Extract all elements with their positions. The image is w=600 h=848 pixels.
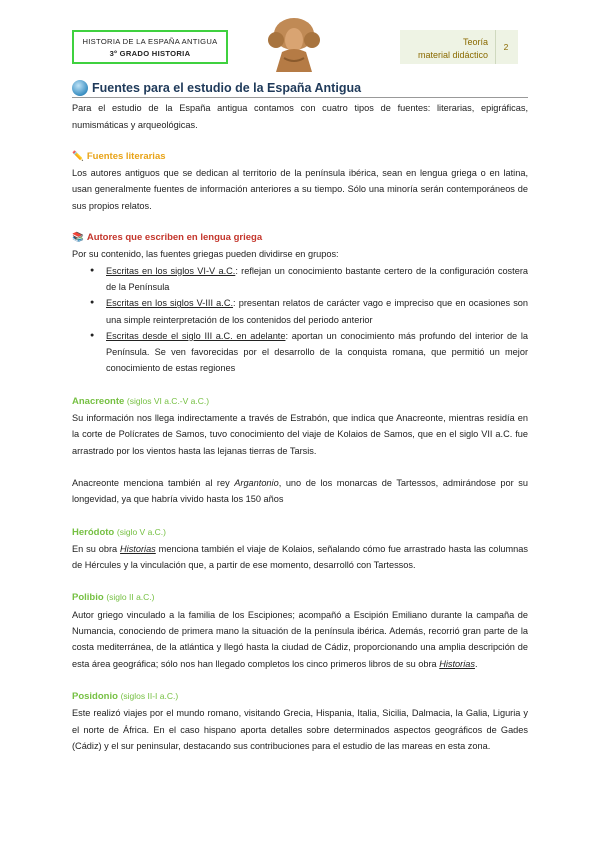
pencil-icon: ✏️ — [72, 150, 84, 162]
list-item: ● Escritas desde el siglo III a.C. en adelante: aportan un conocimiento más profundo del interior de la Península. Se ven favorecidas por el desarrollo de la conquista romana, que permitió un mejor conocimiento de estas regiones — [92, 328, 528, 377]
page-content — [72, 80, 528, 754]
list-item: ● Escritas en los siglos VI-V a.C.: reflejan un conocimiento bastante certero de la configuración costera de la Península — [92, 263, 528, 296]
polibio-paragraph: Autor griego vinculado a la familia de los Escipiones; acompañó a Escipión Emiliano durante la campaña de Numancia, conociendo de primera mano la situación de la península ibérica. Además, recorrió gran parte de la costa mediterránea, de la atlántica y llegó hasta la ciudad de Cádiz, proporcionando una amplia descripción de esta área geográfica; sólo nos han llegado completos los cinco primeros libros de su obra Historias. — [72, 609, 528, 669]
dama-de-elche-bust-image — [262, 14, 326, 72]
anacreonte-paragraph-2: Anacreonte menciona también al rey Argantonio, uno de los monarcas de Tartessos, admirándose por su longevidad, ya que habría vivido hasta los 150 años — [72, 477, 528, 505]
page-title: Fuentes para el estudio de la España Antigua — [92, 81, 362, 95]
page-title-row — [72, 80, 528, 98]
books-icon: 📚 — [72, 232, 84, 244]
intro-paragraph: Para el estudio de la España antigua contamos con cuatro tipos de fuentes: literarias, epigráficas, numismáticas y arqueológicas. — [72, 103, 528, 130]
literary-sources-title: Fuentes literarias — [86, 150, 166, 162]
literary-sources-heading — [72, 149, 528, 165]
greek-authors-title: Autores que escriben en lengua griega — [86, 232, 263, 244]
literary-sources-paragraph: Los autores antiguos que se dedican al territorio de la península ibérica, sean en lengua griega o en latina, usan generalmente fuentes de información anteriores a su tiempo. Sólo una minoría serán contemporáneos de sus propios relatos. — [72, 168, 528, 211]
greek-authors-intro: Por su contenido, las fuentes griegas pueden dividirse en grupos: — [72, 249, 339, 260]
anacreonte-heading: Anacreonte (siglos VI a.C.-V a.C.) — [72, 395, 210, 407]
herodoto-paragraph: En su obra Historias menciona también el viaje de Kolaios, señalando cómo fue arrastrado hasta las columnas de Hércules y la vinculación que, a partir de ese momento, desarrolló con Tartessos. — [72, 543, 528, 571]
list-item: ● Escritas en los siglos V-III a.C.: presentan relatos de carácter vago e impreciso que en ocasiones son una simple reinterpretación de los contenidos del periodo anterior — [92, 295, 528, 328]
course-header-box — [72, 30, 228, 64]
greek-authors-heading — [72, 230, 528, 246]
herodoto-heading: Heródoto (siglo V a.C.) — [72, 526, 166, 538]
header-right-panel — [400, 30, 518, 64]
anacreonte-paragraph-1: Su información nos llega indirectamente a través de Estrabón, que indica que Anacreonte, mientras residía en la corte de Polícrates de Samos, tuvo conocimiento del viaje de Kolaios de Samos, que en el siglo VII a.C. fue arrastrado por los vientos hasta las lejanas tierras de Tarsis. — [72, 413, 528, 456]
globe-icon — [72, 80, 88, 96]
header-material-label: material didáctico — [417, 50, 488, 60]
course-grade: 3º GRADO HISTORIA — [109, 49, 191, 58]
greek-sources-list — [72, 263, 528, 377]
course-title: HISTORIA DE LA ESPAÑA ANTIGUA — [82, 37, 218, 46]
header-theory-label: Teoría — [462, 37, 488, 47]
polibio-heading: Polibio (siglo II a.C.) — [72, 592, 155, 604]
page-number: 2 — [495, 30, 516, 64]
posidonio-heading: Posidonio (siglos II-I a.C.) — [72, 690, 179, 702]
posidonio-paragraph: Este realizó viajes por el mundo romano, visitando Grecia, Hispania, Italia, Sicilia, Dalmacia, la Galia, Liguria y el norte de África. En el caso hispano aporta detalles sobre determinados aspectos geográficos de Gades (Cádiz) y el sur peninsular, destacando sus contribuciones para el estudio de las mareas en esta zona. — [72, 708, 528, 751]
